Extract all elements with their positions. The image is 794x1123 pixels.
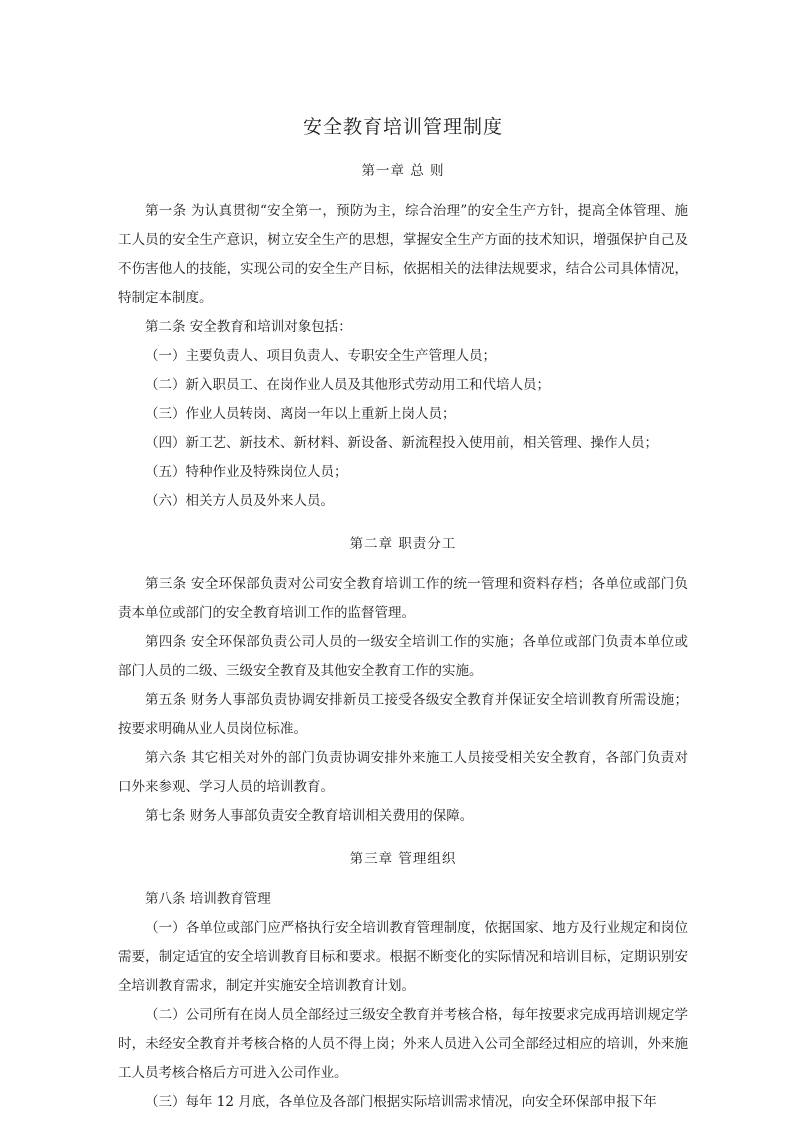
article-5: 第五条 财务人事部负责协调安排新员工接受各级安全教育并保证安全培训教育所需设施；按要求明确从业人员岗位标准。: [118, 692, 688, 737]
chapter-heading: 第二章 职责分工: [349, 536, 457, 552]
list-item: （五）特种作业及特殊岗位人员；: [145, 464, 348, 480]
article-3: 第三条 安全环保部负责对公司安全教育培训工作的统一管理和资料存档；各单位或部门负责本单位或部门的安全教育培训工作的监督管理。: [118, 576, 688, 621]
article-7: 第七条 财务人事部负责安全教育培训相关费用的保障。: [145, 808, 474, 824]
list-item: （一）主要负责人、项目负责人、专职安全生产管理人员；: [145, 348, 496, 364]
list-item: （二）公司所有在岗人员全部经过三级安全教育并考核合格，每年按要求完成再培训规定学时，未经安全教育并考核合格的人员不得上岗；外来人员进入公司全部经过相应的培训，外来施工人员考核合格后方可进入公司作业。: [118, 1007, 688, 1081]
list-item: （六）相关方人员及外来人员。: [145, 493, 334, 509]
list-item: （四）新工艺、新技术、新材料、新设备、新流程投入使用前，相关管理、操作人员；: [145, 435, 658, 451]
list-item: （一）各单位或部门应严格执行安全培训教育管理制度，依据国家、地方及行业规定和岗位需要，制定适宜的安全培训教育目标和要求。根据不断变化的实际情况和培训目标，定期识别安全培训教育需求，制定并实施安全培训教育计划。: [118, 920, 688, 994]
article-8: 第八条 培训教育管理: [145, 891, 271, 907]
list-item: （三）每年 12 月底，各单位及各部门根据实际培训需求情况，向安全环保部申报下年: [145, 1094, 657, 1110]
article-4: 第四条 安全环保部负责公司人员的一级安全培训工作的实施；各单位或部门负责本单位或部门人员的二级、三级安全教育及其他安全教育工作的实施。: [118, 634, 688, 679]
chapter-heading: 第一章 总 则: [361, 163, 445, 179]
chapter-heading: 第三章 管理组织: [349, 851, 457, 867]
list-item: （二）新入职员工、在岗作业人员及其他形式劳动用工和代培人员；: [145, 377, 550, 393]
article-2: 第二条 安全教育和培训对象包括：: [145, 319, 352, 335]
list-item: （三）作业人员转岗、离岗一年以上重新上岗人员；: [145, 406, 456, 422]
document-title: 安全教育培训管理制度: [302, 116, 503, 138]
article-1: 第一条 为认真贯彻“安全第一，预防为主，综合治理”的安全生产方针，提高全体管理、施工人员的安全生产意识，树立安全生产的思想，掌握安全生产方面的技术知识，增强保护自己及不伤害他人的技能，实现公司的安全生产目标，依据相关的法律法规要求，结合公司具体情况，特制定本制度。: [118, 203, 688, 306]
article-6: 第六条 其它相关对外的部门负责协调安排外来施工人员接受相关安全教育，各部门负责对口外来参观、学习人员的培训教育。: [118, 750, 688, 795]
document-content: [118, 112, 688, 1117]
